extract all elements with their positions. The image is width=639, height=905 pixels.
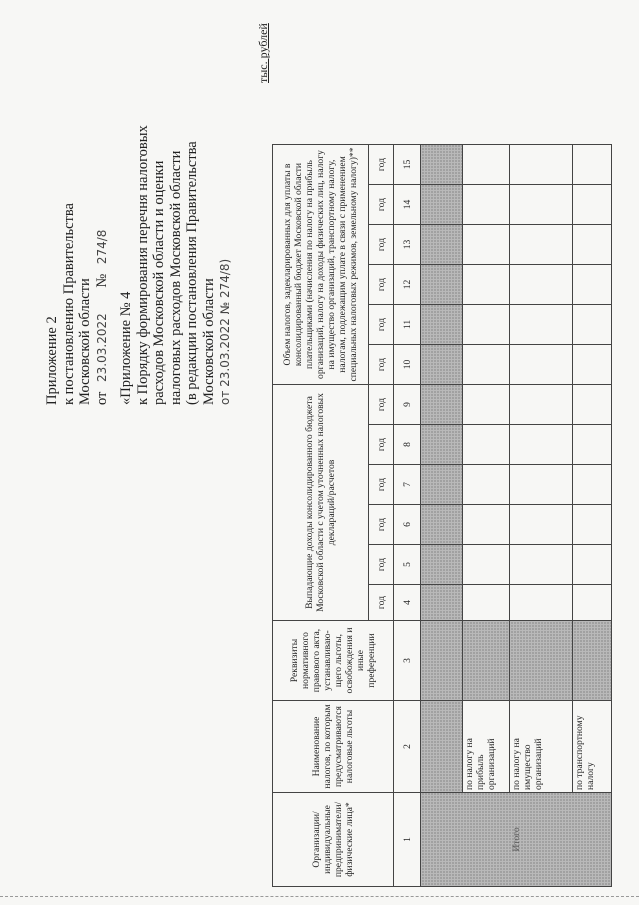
table-cell — [421, 305, 463, 345]
table-cell — [463, 425, 510, 465]
table-cell — [510, 545, 573, 585]
table-cell — [421, 345, 463, 385]
table-cell — [573, 585, 612, 621]
table-header-row — [273, 145, 369, 887]
table-cell — [463, 225, 510, 265]
table-cell — [463, 185, 510, 225]
total-label: Итого — [421, 793, 612, 887]
table-cell — [463, 145, 510, 185]
annex-line3: расходов Московской области и оценки — [151, 160, 167, 405]
table-cell — [573, 505, 612, 545]
table-cell — [463, 265, 510, 305]
year-header: год — [369, 225, 394, 265]
table-cell — [573, 185, 612, 225]
column-number: 11 — [394, 305, 421, 345]
lost-revenue-group-header: Выпадающие доходы консолидированного бюджета Московской области с учетом уточненных налоговых деклараций/расчетов — [273, 385, 369, 621]
table-cell — [421, 425, 463, 465]
year-header: год — [369, 145, 394, 185]
column-number: 7 — [394, 465, 421, 505]
tax-row-label: по налогу на прибыль организаций — [463, 701, 510, 793]
table-cell — [573, 621, 612, 701]
table-row — [463, 145, 510, 887]
table-cell — [421, 265, 463, 305]
table-cell — [463, 505, 510, 545]
year-header: год — [369, 425, 394, 465]
table-cell — [421, 185, 463, 225]
table-cell — [463, 621, 510, 701]
table-cell — [510, 465, 573, 505]
tax-row-label: по транспортному налогу — [573, 701, 612, 793]
total-row — [421, 145, 463, 887]
appendix-header — [44, 203, 110, 405]
table-cell — [573, 345, 612, 385]
table-cell — [421, 385, 463, 425]
tax-expenditures-table — [272, 144, 612, 887]
table-cell — [510, 505, 573, 545]
column-number: 1 — [394, 793, 421, 887]
col-legal-act-header: Реквизиты нормативного правового акта, устанавливаю-щего льготы, освобождения и иные преференции — [273, 621, 394, 701]
table-cell — [573, 545, 612, 585]
from-label: от — [93, 391, 110, 405]
table-cell — [510, 585, 573, 621]
table-cell — [463, 545, 510, 585]
table-cell — [510, 385, 573, 425]
table-cell — [510, 185, 573, 225]
annex-line7: от 23.03.2022 № 274/8) — [218, 258, 232, 405]
table-cell — [573, 145, 612, 185]
appendix-date-row — [94, 203, 111, 405]
table-cell — [421, 545, 463, 585]
year-header: год — [369, 345, 394, 385]
annex-line4: налоговых расходов Московской области — [167, 150, 184, 405]
declared-volume-group-header: Объем налогов, задекларированных для уплаты в консолидированный бюджет Московской области плательщиками (начисления по налогу на прибыль организаций, налогу на доходы физических лиц, налогу на имущество организаций, транспортному налогу, налогам, подлежащим уплате в связи с применением специальных налоговых режимов, земельному налогу)** — [273, 145, 369, 385]
year-header: год — [369, 465, 394, 505]
table-cell — [510, 621, 573, 701]
col-tax-names-header: Наименование налогов, по которым предусматриваются налоговые льготы — [273, 701, 394, 793]
year-header: год — [369, 385, 394, 425]
table-row — [510, 145, 573, 887]
table-cell — [573, 225, 612, 265]
appendix-date: 23.03.2022 — [94, 313, 109, 382]
table-cell — [421, 145, 463, 185]
table-cell — [421, 505, 463, 545]
appendix-line3: Московской области — [77, 278, 93, 405]
column-number: 5 — [394, 545, 421, 585]
table-cell — [510, 265, 573, 305]
column-number: 4 — [394, 585, 421, 621]
column-number: 8 — [394, 425, 421, 465]
column-number: 10 — [394, 345, 421, 385]
table-cell — [573, 425, 612, 465]
column-number: 3 — [394, 621, 421, 701]
table-cell — [573, 305, 612, 345]
table-cell — [510, 425, 573, 465]
appendix-title: Приложение 2 — [44, 316, 60, 405]
column-number: 2 — [394, 701, 421, 793]
units-label: тыс. рублей — [256, 23, 270, 83]
appendix-line2: к постановлению Правительства — [60, 203, 77, 405]
annex-header — [118, 125, 234, 405]
year-header: год — [369, 185, 394, 225]
year-header: год — [369, 305, 394, 345]
annex-line6: Московской области — [200, 278, 217, 405]
table-cell — [421, 465, 463, 505]
table-cell — [510, 145, 573, 185]
annex-line2: к Порядку формирования перечня налоговых — [134, 125, 151, 405]
column-number-row — [394, 145, 421, 887]
table-row — [573, 145, 612, 887]
column-number: 6 — [394, 505, 421, 545]
table-cell — [463, 465, 510, 505]
year-header: год — [369, 265, 394, 305]
table-cell — [463, 385, 510, 425]
year-header: год — [369, 545, 394, 585]
number-label: № — [93, 273, 110, 288]
table-cell — [510, 225, 573, 265]
col-entities-header: Организации/ индивидуальные предприниматели/ физические лица* — [273, 793, 394, 887]
column-number: 14 — [394, 185, 421, 225]
table-cell — [421, 621, 463, 701]
table-cell — [573, 385, 612, 425]
tax-row-label: по налогу на имущество организаций — [510, 701, 573, 793]
annex-line5: (в редакции постановления Правительства — [184, 141, 200, 405]
column-number: 12 — [394, 265, 421, 305]
scan-edge-line — [0, 895, 639, 897]
year-header: год — [369, 585, 394, 621]
table-cell — [421, 701, 463, 793]
column-number: 13 — [394, 225, 421, 265]
column-number: 9 — [394, 385, 421, 425]
table-cell — [463, 345, 510, 385]
appendix-number: 274/8 — [94, 229, 109, 265]
column-number: 15 — [394, 145, 421, 185]
table-cell — [510, 305, 573, 345]
annex-line1: «Приложение № 4 — [118, 291, 134, 405]
table-cell — [510, 345, 573, 385]
table-cell — [421, 585, 463, 621]
table-cell — [463, 305, 510, 345]
table-cell — [573, 465, 612, 505]
table-cell — [573, 265, 612, 305]
year-header: год — [369, 505, 394, 545]
table-cell — [463, 585, 510, 621]
table-cell — [421, 225, 463, 265]
